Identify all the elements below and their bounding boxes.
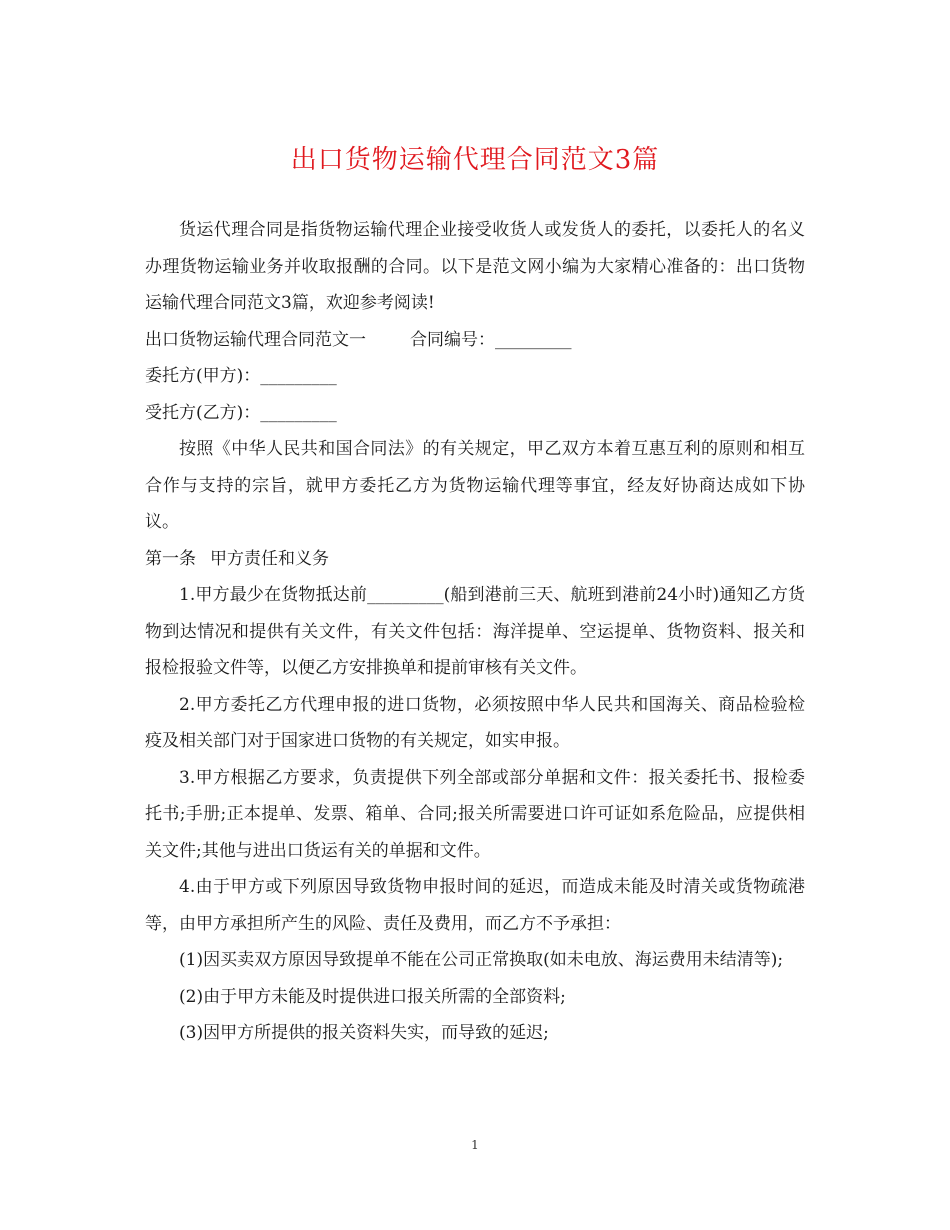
clause-2: 2.甲方委托乙方代理申报的进口货物，必须按照中华人民共和国海关、商品检验检疫及相关部门对于国家进口货物的有关规定，如实申报。	[145, 694, 805, 751]
contract-number-field: 合同编号：_________	[410, 329, 572, 350]
sub-clause-2: (2)由于甲方未能及时提供进口报关所需的全部资料;	[179, 986, 566, 1007]
document-body	[145, 212, 805, 1052]
clause-3: 3.甲方根据乙方要求，负责提供下列全部或部分单据和文件：报关委托书、报检委托书;手册;正本提单、发票、箱单、合同;报关所需要进口许可证如系危险品，应提供相关文件;其他与进出口货运有关的单据和文件。	[145, 767, 805, 861]
contract-heading-line	[145, 322, 805, 359]
clause-1: 1.甲方最少在货物抵达前_________(船到港前三天、航班到港前24小时)通知乙方货物到达情况和提供有关文件，有关文件包括：海洋提单、空运提单、货物资料、报关和报检报验文件等，以便乙方安排换单和提前审核有关文件。	[145, 585, 805, 678]
article-one-heading	[145, 541, 805, 578]
sub-clause-1: (1)因买卖双方原因导致提单不能在公司正常换取(如未电放、海运费用未结清等);	[179, 950, 784, 970]
agent-field: 受托方(乙方)：_________	[145, 402, 337, 423]
sub-clause-3: (3)因甲方所提供的报关资料失实，而导致的延迟;	[179, 1023, 549, 1043]
contract-heading: 出口货物运输代理合同范文一	[145, 329, 366, 350]
intro-paragraph: 货运代理合同是指货物运输代理企业接受收货人或发货人的委托，以委托人的名义办理货物运输业务并收取报酬的合同。以下是范文网小编为大家精心准备的：出口货物运输代理合同范文3篇，欢迎参考阅读!	[145, 220, 805, 313]
page-number: 1	[471, 1138, 479, 1152]
article-title: 甲方责任和义务	[210, 548, 329, 569]
clause-4: 4.由于甲方或下列原因导致货物申报时间的延迟，而造成未能及时清关或货物疏港等，由甲方承担所产生的风险、责任及费用，而乙方不予承担：	[145, 877, 805, 934]
principal-field: 委托方(甲方)：_________	[145, 366, 337, 386]
preamble-paragraph: 按照《中华人民共和国合同法》的有关规定，甲乙双方本着互惠互利的原则和相互合作与支持的宗旨，就甲方委托乙方为货物运输代理等事宜，经友好协商达成如下协议。	[145, 439, 805, 532]
document-title: 出口货物运输代理合同范文3篇	[290, 145, 660, 175]
article-number: 第一条	[145, 548, 196, 569]
